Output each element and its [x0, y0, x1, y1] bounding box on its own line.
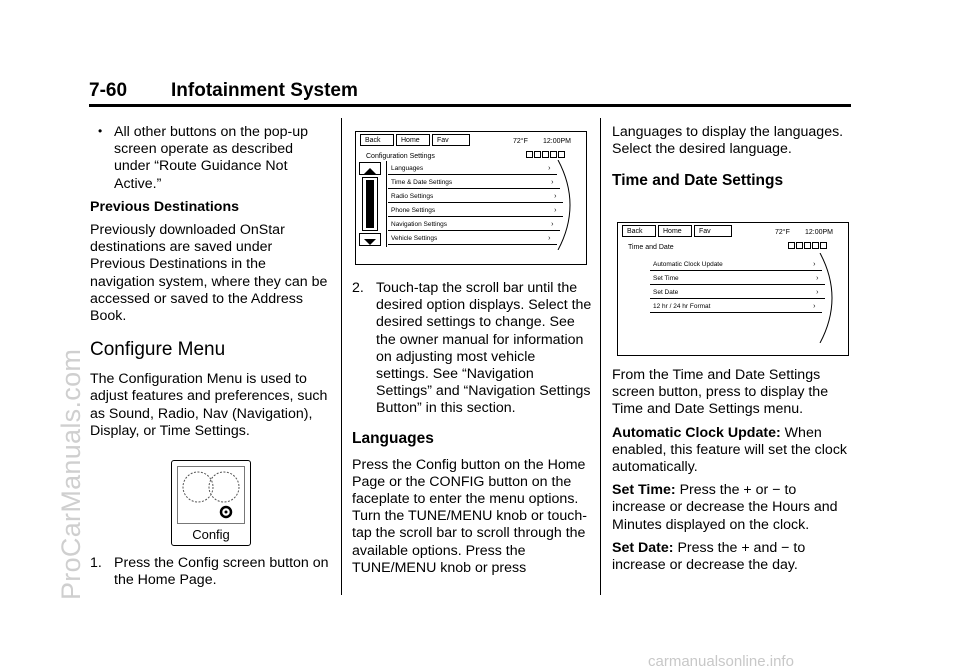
chevron-right-icon: ›	[813, 261, 816, 268]
set-date-label: Set Date:	[612, 539, 674, 556]
chevron-right-icon: ›	[551, 221, 554, 228]
screen-fav-button: Fav	[432, 134, 470, 146]
menu-item-label: Radio Settings	[391, 193, 434, 200]
previous-destinations-heading: Previous Destinations	[90, 198, 240, 215]
configure-menu-heading: Configure Menu	[90, 339, 226, 361]
step-1	[90, 555, 330, 595]
chevron-right-icon: ›	[813, 303, 816, 310]
screen-clock: 12:00PM	[805, 229, 834, 236]
previous-destinations-text: Previously downloaded OnStar destinations are saved under Previous Destinations in the navigation system, where they can be accessed or saved to the Address Book.	[90, 222, 328, 325]
screen-title: Time and Date	[628, 244, 674, 251]
gear-icon	[178, 467, 244, 523]
watermark-left: ProCarManuals.com	[56, 348, 86, 600]
header-rule	[89, 104, 851, 107]
menu-item	[388, 190, 563, 203]
column-divider-2	[600, 118, 601, 595]
column-3	[612, 124, 852, 199]
chevron-right-icon: ›	[548, 165, 551, 172]
screen-temperature: 72°F	[513, 138, 528, 145]
menu-item-label: Navigation Settings	[391, 221, 448, 228]
menu-item-label: Automatic Clock Update	[653, 261, 723, 268]
chevron-right-icon: ›	[551, 179, 554, 186]
config-gear-image	[177, 466, 245, 524]
time-date-heading: Time and Date Settings	[612, 172, 784, 190]
step-2-number: 2.	[352, 280, 364, 296]
automatic-clock-update-para	[612, 425, 852, 477]
menu-item-label: Set Date	[653, 289, 679, 296]
menu-item-label: Phone Settings	[391, 207, 436, 214]
chevron-right-icon: ›	[548, 235, 551, 242]
column-divider-1	[341, 118, 342, 595]
chevron-right-icon: ›	[816, 275, 819, 282]
scroll-down-arrow-icon	[359, 233, 381, 246]
set-time-para	[612, 482, 852, 534]
chevron-right-icon: ›	[554, 207, 557, 214]
screen-clock: 12:00PM	[543, 138, 572, 145]
menu-item-label: Vehicle Settings	[391, 235, 438, 242]
chevron-right-icon: ›	[554, 193, 557, 200]
page-number: 7-60	[89, 80, 128, 101]
languages-text: Press the Config button on the Home Page or the CONFIG button on the faceplate to enter the menu options. Turn the TUNE/MENU knob or touch-tap the scroll bar to scroll through the available options. Press the TUNE/MENU knob or press	[352, 456, 587, 576]
automatic-clock-update-text: When enabled, this feature will set the clock automatically.	[612, 424, 848, 476]
screen-title: Configuration Settings	[366, 153, 435, 160]
column-2	[352, 280, 592, 583]
config-label: Config	[192, 527, 230, 542]
step-1-number: 1.	[90, 555, 102, 571]
menu-item-label: 12 hr / 24 hr Format	[653, 303, 711, 310]
column-1	[90, 124, 330, 446]
menu-item-label: Set Time	[653, 275, 679, 282]
bullet-item	[90, 124, 330, 193]
configuration-settings-screen	[355, 131, 587, 265]
page-header	[89, 80, 851, 104]
set-time-text: Press the + or − to increase or decrease the Hours and Minutes displayed on the clock.	[612, 482, 838, 533]
set-date-para	[612, 540, 852, 574]
scroll-track	[362, 177, 378, 231]
scroll-up-arrow-icon	[359, 162, 381, 175]
menu-item-label: Languages	[391, 165, 424, 172]
set-date-text: Press the + and − to increase or decrease the day.	[612, 539, 806, 574]
screen-temperature: 72°F	[775, 229, 790, 236]
step-1-text: Press the Config screen button on the Home Page.	[114, 555, 329, 589]
set-time-label: Set Time:	[612, 482, 676, 499]
screen-back-button: Back	[622, 225, 656, 237]
watermark-bottom: carmanualsonline.info	[648, 653, 794, 670]
status-icons	[526, 151, 565, 158]
step-2-text: Touch-tap the scroll bar until the desired option displays. Select the desired settings to change. See the owner manual for information on adjusting most vehicle settings. See “Navigation Settings” and “Navigation Settings Button” in this section.	[376, 280, 592, 417]
menu-item	[388, 204, 563, 217]
screen-home-button: Home	[658, 225, 692, 237]
bullet-icon: •	[98, 124, 103, 138]
screen-back-button: Back	[360, 134, 394, 146]
menu-item	[650, 272, 825, 285]
chevron-right-icon: ›	[816, 289, 819, 296]
section-title: Infotainment System	[171, 80, 358, 101]
configure-menu-text: The Configuration Menu is used to adjust features and preferences, such as Sound, Radio, Nav (Navigation), Display, or Time Settings.	[90, 371, 328, 439]
menu-item-label: Time & Date Settings	[391, 179, 453, 186]
screen-fav-button: Fav	[694, 225, 732, 237]
menu-item	[650, 286, 825, 299]
bullet-text: All other buttons on the pop-up screen operate as described under “Route Guidance Not Active.”	[114, 124, 309, 192]
menu-item	[388, 162, 557, 175]
menu-item	[650, 300, 822, 313]
column-3-lower	[612, 367, 852, 580]
languages-continued-text: Languages to display the languages. Select the desired language.	[612, 124, 844, 158]
config-button-illustration	[171, 460, 251, 546]
menu-item	[388, 176, 560, 189]
time-date-text: From the Time and Date Settings screen button, press to display the Time and Date Settings menu.	[612, 367, 829, 418]
menu-item	[388, 232, 557, 245]
menu-item	[650, 258, 822, 271]
time-and-date-screen	[617, 222, 849, 356]
status-icons	[788, 242, 827, 249]
languages-heading: Languages	[352, 429, 434, 447]
menu-item	[388, 218, 560, 231]
screen-home-button: Home	[396, 134, 430, 146]
automatic-clock-update-label: Automatic Clock Update:	[612, 424, 781, 441]
